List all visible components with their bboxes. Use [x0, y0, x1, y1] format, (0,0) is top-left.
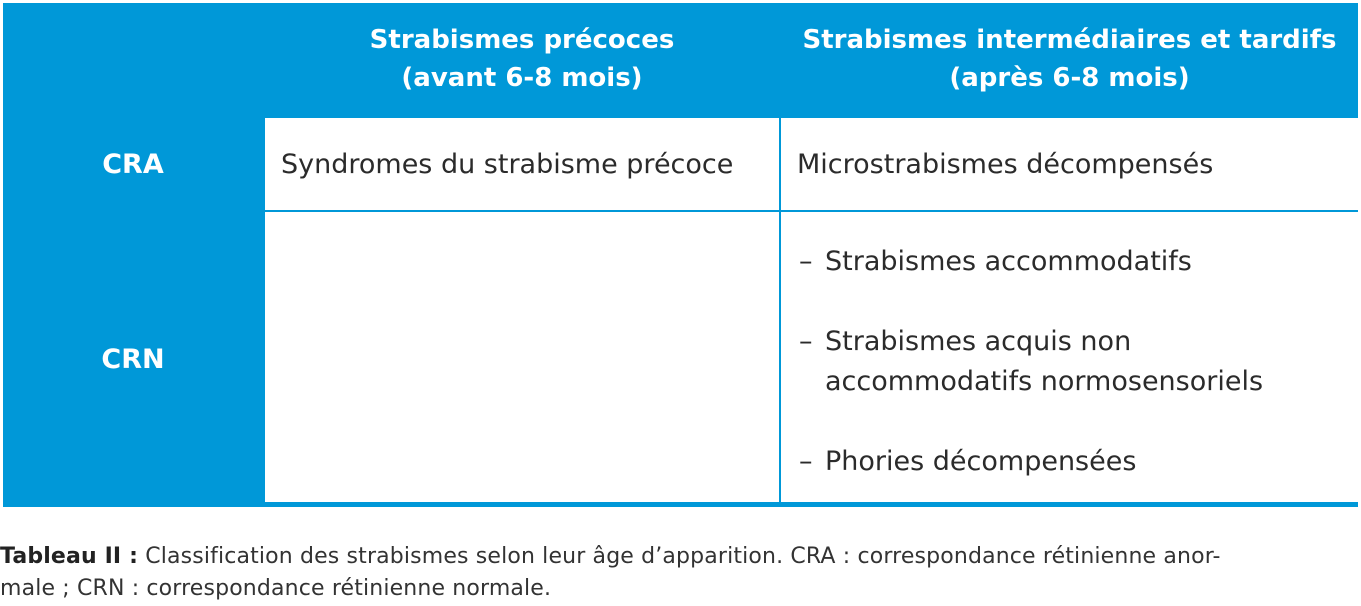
cell-crn-early	[265, 212, 779, 502]
list-dash: –	[799, 446, 813, 477]
list-item	[799, 242, 1263, 282]
header-late-subtitle: (après 6-8 mois)	[949, 63, 1190, 93]
cell-crn-late	[781, 212, 1358, 502]
cell-cra-early	[265, 118, 779, 210]
cell-cra-early-text: Syndromes du strabisme précoce	[281, 148, 734, 180]
row-label-cra-text: CRA	[102, 148, 164, 180]
list-item	[799, 322, 1263, 402]
list-item-line2: accommodatifs normosensoriels	[825, 366, 1264, 397]
caption-line1: Classification des strabismes selon leur âge d’apparition. CRA : correspondance rétinienne anor-	[145, 544, 1221, 569]
classification-table	[3, 3, 1358, 507]
list-item-text: Phories décompensées	[825, 446, 1137, 477]
row-label-crn	[3, 212, 263, 507]
list-item	[799, 442, 1263, 482]
list-item-text: Strabismes accommodatifs	[825, 246, 1192, 277]
header-late-strabismus	[781, 3, 1358, 115]
header-early-subtitle: (avant 6-8 mois)	[401, 63, 643, 93]
row-label-crn-text: CRN	[101, 344, 165, 375]
cell-cra-late-text: Microstrabismes décompensés	[797, 148, 1214, 180]
caption-label: Tableau II :	[0, 544, 139, 569]
list-dash: –	[799, 246, 813, 277]
list-item-text	[825, 322, 1263, 402]
header-early-title: Strabismes précoces	[369, 25, 675, 55]
list-dash: –	[799, 326, 813, 357]
header-early-strabismus	[265, 3, 779, 115]
list-item-line1: Strabismes acquis non	[825, 326, 1132, 357]
header-corner-cell	[3, 3, 263, 115]
crn-late-list	[799, 242, 1263, 482]
row-label-cra	[3, 118, 263, 210]
cell-cra-late	[781, 118, 1358, 210]
caption-line2: male ; CRN : correspondance rétinienne normale.	[0, 576, 552, 601]
table-caption	[0, 541, 1361, 605]
header-late-title: Strabismes intermédiaires et tardifs	[802, 25, 1337, 55]
